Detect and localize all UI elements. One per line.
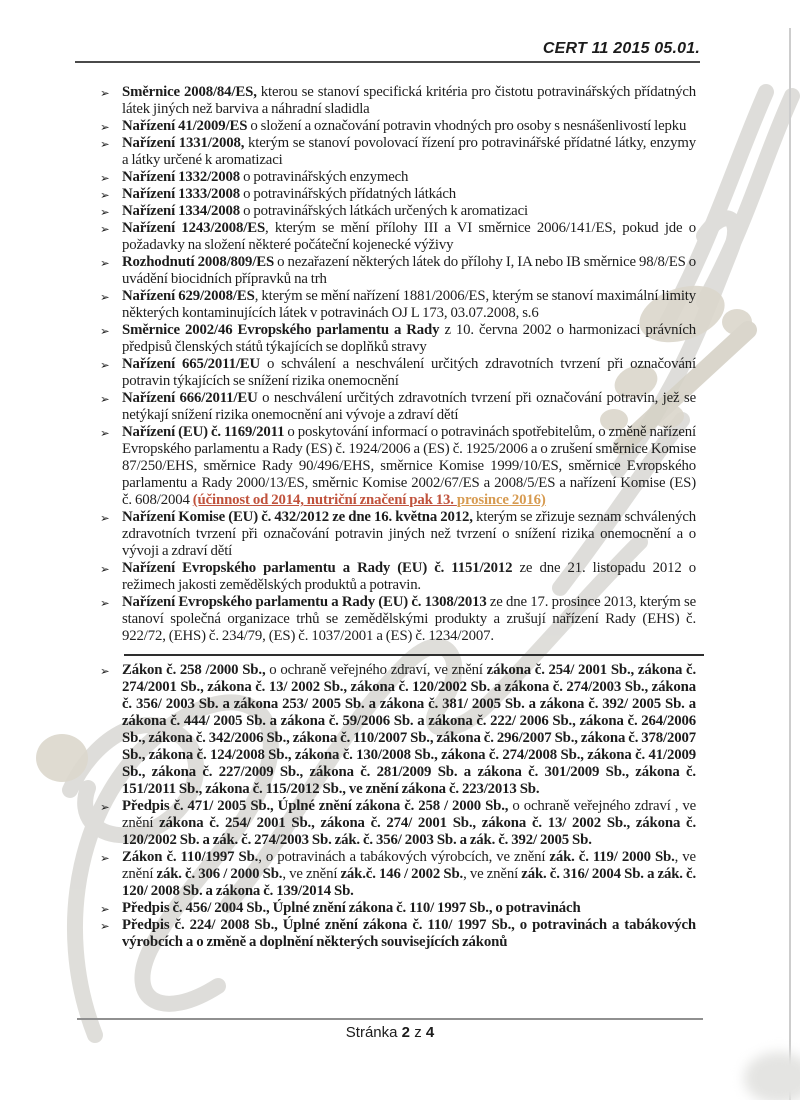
- footer-page-indicator: [77, 1024, 703, 1041]
- arrow-bullet-icon: ➢: [100, 357, 110, 372]
- arrow-bullet-icon: ➢: [100, 119, 110, 134]
- list-item-text: Nařízení 629/2008/ES, kterým se mění nařízení 1881/2006/ES, kterým se stanoví maximální limity některých kontaminujících látek v potravinách OJ L 173, 03.07.2008, s.6: [122, 288, 696, 321]
- list-item: [100, 169, 696, 186]
- list-item: [100, 798, 696, 849]
- list-item: [100, 560, 696, 594]
- list-item: [100, 322, 696, 356]
- list-item: [100, 594, 696, 645]
- list-item-text: Nařízení Evropského parlamentu a Rady (EU) č. 1151/2012 ze dne 21. listopadu 2012 o režimech jakosti zemědělských produktů a potravin.: [122, 560, 696, 593]
- list-item-text: Nařízení 666/2011/EU o neschválení určitých zdravotních tvrzení při označování potravin, jež se netýkají snížení rizika onemocnění ani vývoje a zdraví dětí: [122, 390, 696, 423]
- arrow-bullet-icon: ➢: [100, 204, 110, 219]
- arrow-bullet-icon: ➢: [100, 663, 110, 678]
- footer-total-pages: 4: [425, 1024, 435, 1041]
- list-item: [100, 424, 696, 509]
- arrow-bullet-icon: ➢: [100, 289, 110, 304]
- header-doc-code: CERT 11 2015 05.01.: [542, 40, 700, 57]
- regulation-list-eu: [100, 84, 696, 645]
- list-item-text: Předpis č. 456/ 2004 Sb., Úplné znění zákona č. 110/ 1997 Sb., o potravinách: [122, 900, 581, 916]
- footer-page-number: 2: [401, 1024, 411, 1041]
- arrow-bullet-icon: ➢: [100, 799, 110, 814]
- list-item: [100, 220, 696, 254]
- list-item-text: Nařízení (EU) č. 1169/2011 o poskytování informací o potravinách spotřebitelům, o změně nařízení Evropského parlamentu a Rady (ES) č. 1924/2006 a (ES) č. 1925/2006 a o zrušení směrnice Komise 87/250/EHS, směrnice Rady 90/496/EHS, směrnice Komise 1999/10/ES, směrnice Evropského parlamentu a Rady 2000/13/ES, směrnic Komise 2002/67/ES a 2008/5/ES a nařízení Komise (ES) č. 608/2004 (účinnost od 2014, nutriční značení pak 13. prosince 2016): [122, 424, 696, 508]
- list-item-text: Nařízení 1333/2008 o potravinářských přídatných látkách: [122, 186, 457, 202]
- footer-separator: z: [414, 1024, 422, 1041]
- list-item-text: Nařízení Evropského parlamentu a Rady (EU) č. 1308/2013 ze dne 17. prosince 2013, kterým se stanoví společná organizace trhů se zemědělskými produkty a zrušují nařízení Rady (EHS) č. 922/72, (EHS) č. 234/79, (ES) č. 1037/2001 a (ES) č. 1234/2007.: [122, 594, 696, 644]
- list-item: [100, 917, 696, 951]
- list-item: [100, 254, 696, 288]
- section-divider-rule: [124, 654, 704, 656]
- arrow-bullet-icon: ➢: [100, 323, 110, 338]
- list-item-text: Nařízení Komise (EU) č. 432/2012 ze dne 16. května 2012, kterým se zřizuje seznam schválených zdravotních tvrzení při označování potravin jiných než tvrzení o snížení rizika onemocnění a o vývoji a zdraví dětí: [122, 509, 696, 559]
- list-item: [100, 118, 696, 135]
- list-item-text: Nařízení 1331/2008, kterým se stanoví povolovací řízení pro potravinářské přídatné látky, enzymy a látky určené k aromatizaci: [122, 135, 696, 168]
- arrow-bullet-icon: ➢: [100, 170, 110, 185]
- list-item-text: Rozhodnutí 2008/809/ES o nezařazení některých látek do přílohy I, IA nebo IB směrnice 98/8/ES o uvádění biocidních přípravků na trh: [122, 254, 696, 287]
- arrow-bullet-icon: ➢: [100, 255, 110, 270]
- list-item: [100, 203, 696, 220]
- list-item: [100, 135, 696, 169]
- arrow-bullet-icon: ➢: [100, 595, 110, 610]
- footer-label: Stránka: [345, 1024, 398, 1041]
- arrow-bullet-icon: ➢: [100, 918, 110, 933]
- list-item: [100, 900, 696, 917]
- arrow-bullet-icon: ➢: [100, 136, 110, 151]
- arrow-bullet-icon: ➢: [100, 901, 110, 916]
- list-item: [100, 662, 696, 798]
- regulation-lists: [100, 84, 696, 951]
- footer-rule: [77, 1018, 703, 1020]
- list-item-text: Nařízení 665/2011/EU o schválení a neschválení určitých zdravotních tvrzení při označování potravin týkajících se snížení rizika onemocnění: [122, 356, 696, 389]
- list-item: [100, 288, 696, 322]
- arrow-bullet-icon: ➢: [100, 85, 110, 100]
- list-item-text: Směrnice 2002/46 Evropského parlamentu a Rady z 10. června 2002 o harmonizaci právních předpisů členských států týkajících se doplňků stravy: [122, 322, 697, 355]
- list-item-text: Zákon č. 258 /2000 Sb., o ochraně veřejného zdraví, ve znění zákona č. 254/ 2001 Sb., zákona č. 274/2001 Sb., zákona č. 13/ 2002 Sb., zákona č. 120/2002 Sb. a zákona č. 274/2003 Sb., zákona č. 356/ 2003 Sb. a zákona 253/ 2005 Sb. a zákona č. 381/ 2005 Sb. a zákona č. 392/ 2005 Sb. a zákona č. 444/ 2005 Sb. a zákona č. 59/2006 Sb. a zákona č. 222/ 2006 Sb., zákona č. 264/2006 Sb., zákona č. 342/2006 Sb., zákona č. 110/2007 Sb., zákona č. 296/2007 Sb., zákona č. 378/2007 Sb., zákona č. 124/2008 Sb., zákona č. 130/2008 Sb., zákona č. 274/2008 Sb., zákona č. 41/2009 Sb., zákona č. 227/2009 Sb., zákona č. 281/2009 Sb. a zákona č. 301/2009 Sb., zákona č. 151/2011 Sb., zákona č. 115/2012 Sb., ve znění zákona č. 223/2013 Sb.: [122, 662, 696, 797]
- list-item-text: Zákon č. 110/1997 Sb., o potravinách a tabákových výrobcích, ve znění zák. č. 119/ 2000 Sb., ve znění zák. č. 306 / 2000 Sb., ve znění zák.č. 146 / 2002 Sb., ve znění zák. č. 316/ 2004 Sb. a zák. č. 120/ 2008 Sb. a zákona č. 139/2014 Sb.: [122, 849, 697, 899]
- list-item-text: Nařízení 1332/2008 o potravinářských enzymech: [122, 169, 409, 185]
- list-item: [100, 186, 696, 203]
- arrow-bullet-icon: ➢: [100, 425, 110, 440]
- arrow-bullet-icon: ➢: [100, 391, 110, 406]
- list-item: [100, 509, 696, 560]
- arrow-bullet-icon: ➢: [100, 187, 110, 202]
- list-item-text: Směrnice 2008/84/ES, kterou se stanoví specifická kritéria pro čistotu potravinářských přídatných látek jiných než barviva a náhradní sladidla: [122, 84, 696, 117]
- arrow-bullet-icon: ➢: [100, 510, 110, 525]
- list-item: [100, 849, 696, 900]
- list-item: [100, 84, 696, 118]
- list-item-text: Předpis č. 471/ 2005 Sb., Úplné znění zákona č. 258 / 2000 Sb., o ochraně veřejného zdraví , ve znění zákona č. 254/ 2001 Sb., zákona č. 274/ 2001 Sb., zákona č. 13/ 2002 Sb., zákona č. 120/2002 Sb. a zák. č. 274/2003 Sb. zák. č. 356/ 2003 Sb. a zák. č. 392/ 2005 Sb.: [122, 798, 697, 848]
- list-item-text: Nařízení 41/2009/ES o složení a označování potravin vhodných pro osoby s nesnášenlivostí lepku: [122, 118, 687, 134]
- list-item: [100, 390, 696, 424]
- list-item-text: Nařízení 1334/2008 o potravinářských látkách určených k aromatizaci: [122, 203, 528, 219]
- arrow-bullet-icon: ➢: [100, 850, 110, 865]
- arrow-bullet-icon: ➢: [100, 221, 110, 236]
- arrow-bullet-icon: ➢: [100, 561, 110, 576]
- header-rule: [75, 61, 700, 63]
- list-item: [100, 356, 696, 390]
- list-item-text: Předpis č. 224/ 2008 Sb., Úplné znění zákona č. 110/ 1997 Sb., o potravinách a tabákových výrobcích a o změně a doplnění některých souvisejících zákonů: [122, 917, 696, 950]
- regulation-list-national: [100, 662, 696, 951]
- list-item-text: Nařízení 1243/2008/ES, kterým se mění přílohy III a VI směrnice 2006/141/ES, pokud jde o požadavky na složení některé počáteční kojenecké výživy: [122, 220, 696, 253]
